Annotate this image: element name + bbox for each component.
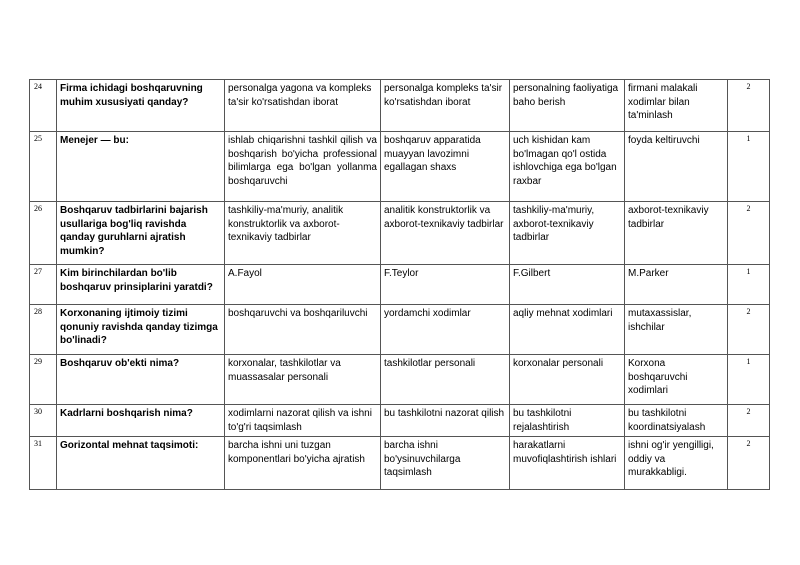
answer-option-a: xodimlarni nazorat qilish va ishni to'g'ri taqsimlash <box>225 405 381 437</box>
answer-option-a: boshqaruvchi va boshqariluvchi <box>225 305 381 355</box>
answer-option-d: firmani malakali xodimlar bilan ta'minlash <box>625 80 728 132</box>
question-text: Korxonaning ijtimoiy tizimi qonuniy ravishda qanday tizimga bo'linadi? <box>57 305 225 355</box>
question-text: Kim birinchilardan bo'lib boshqaruv prinsiplarini yaratdi? <box>57 265 225 305</box>
answer-option-a: ishlab chiqarishni tashkil qilish va boshqarish bo'yicha professional bilimlarga ega bo'lgan yollanma boshqaruvchi <box>225 132 381 202</box>
answer-option-c: personalning faoliyatiga baho berish <box>510 80 625 132</box>
points-value: 2 <box>728 305 770 355</box>
table-row <box>30 355 770 405</box>
answer-option-a: barcha ishni uni tuzgan komponentlari bo'yicha ajratish <box>225 437 381 490</box>
points-value: 2 <box>728 405 770 437</box>
answer-option-d: foyda keltiruvchi <box>625 132 728 202</box>
question-number: 29 <box>30 355 57 405</box>
quiz-table <box>29 79 770 490</box>
question-text: Firma ichidagi boshqaruvning muhim xususiyati qanday? <box>57 80 225 132</box>
table-row <box>30 265 770 305</box>
question-number: 28 <box>30 305 57 355</box>
answer-option-d: Korxona boshqaruvchi xodimlari <box>625 355 728 405</box>
question-number: 30 <box>30 405 57 437</box>
table-row <box>30 132 770 202</box>
answer-option-c: F.Gilbert <box>510 265 625 305</box>
answer-option-b: personalga kompleks ta'sir ko'rsatishdan iborat <box>381 80 510 132</box>
question-text: Kadrlarni boshqarish nima? <box>57 405 225 437</box>
answer-option-d: axborot-texnikaviy tadbirlar <box>625 202 728 265</box>
answer-option-b: barcha ishni bo'ysinuvchilarga taqsimlash <box>381 437 510 490</box>
question-number: 31 <box>30 437 57 490</box>
table-row <box>30 405 770 437</box>
answer-option-b: boshqaruv apparatida muayyan lavozimni egallagan shaxs <box>381 132 510 202</box>
answer-option-b: yordamchi xodimlar <box>381 305 510 355</box>
question-number: 24 <box>30 80 57 132</box>
answer-option-b: F.Teylor <box>381 265 510 305</box>
points-value: 2 <box>728 437 770 490</box>
answer-option-a: korxonalar, tashkilotlar va muassasalar personali <box>225 355 381 405</box>
question-text: Gorizontal mehnat taqsimoti: <box>57 437 225 490</box>
points-value: 1 <box>728 132 770 202</box>
points-value: 2 <box>728 80 770 132</box>
answer-option-d: bu tashkilotni koordinatsiyalash <box>625 405 728 437</box>
points-value: 1 <box>728 265 770 305</box>
question-number: 25 <box>30 132 57 202</box>
answer-option-c: bu tashkilotni rejalashtirish <box>510 405 625 437</box>
points-value: 1 <box>728 355 770 405</box>
points-value: 2 <box>728 202 770 265</box>
table-row <box>30 202 770 265</box>
answer-option-a: tashkiliy-ma'muriy, analitik konstruktorlik va axborot-texnikaviy tadbirlar <box>225 202 381 265</box>
question-number: 27 <box>30 265 57 305</box>
table-row <box>30 437 770 490</box>
question-text: Boshqaruv ob'ekti nima? <box>57 355 225 405</box>
table-row <box>30 80 770 132</box>
answer-option-d: mutaxassislar, ishchilar <box>625 305 728 355</box>
answer-option-c: aqliy mehnat xodimlari <box>510 305 625 355</box>
answer-option-c: uch kishidan kam bo'lmagan qo'l ostida ishlovchiga ega bo'lgan raxbar <box>510 132 625 202</box>
answer-option-a: personalga yagona va kompleks ta'sir ko'rsatishdan iborat <box>225 80 381 132</box>
answer-option-b: bu tashkilotni nazorat qilish <box>381 405 510 437</box>
answer-option-c: tashkiliy-ma'muriy, axborot-texnikaviy tadbirlar <box>510 202 625 265</box>
answer-option-c: korxonalar personali <box>510 355 625 405</box>
answer-option-b: tashkilotlar personali <box>381 355 510 405</box>
question-text: Boshqaruv tadbirlarini bajarish usullariga bog'liq ravishda qanday guruhlarni ajratish mumkin? <box>57 202 225 265</box>
answer-option-b: analitik konstruktorlik va axborot-texnikaviy tadbirlar <box>381 202 510 265</box>
answer-option-d: M.Parker <box>625 265 728 305</box>
answer-option-a: A.Fayol <box>225 265 381 305</box>
answer-option-d: ishni og'ir yengilligi, oddiy va murakkabligi. <box>625 437 728 490</box>
question-number: 26 <box>30 202 57 265</box>
question-text: Menejer — bu: <box>57 132 225 202</box>
answer-option-c: harakatlarni muvofiqlashtirish ishlari <box>510 437 625 490</box>
table-row <box>30 305 770 355</box>
